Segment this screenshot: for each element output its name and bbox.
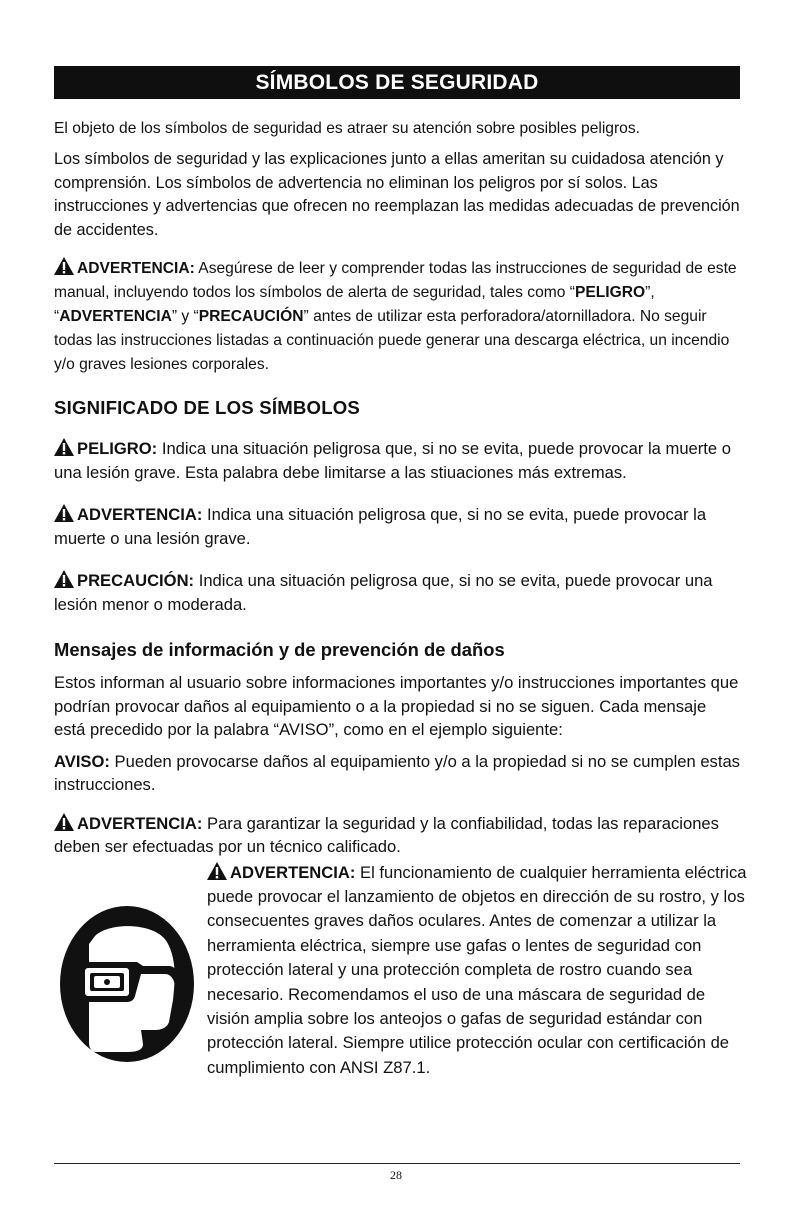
- safety-goggles-icon: [57, 904, 197, 1064]
- meaning-advertencia: [54, 503, 740, 550]
- warning-triangle-icon: [54, 438, 74, 456]
- meanings-heading: SIGNIFICADO DE LOS SÍMBOLOS: [54, 397, 361, 418]
- warning-triangle-icon: [54, 570, 74, 588]
- meaning-label: ADVERTENCIA:: [77, 505, 203, 524]
- repair-warning-text: Para garantizar la seguridad y la confiabilidad, todas las reparaciones deben ser efectuadas por un técnico calificado.: [54, 813, 719, 856]
- footer-divider: [54, 1163, 740, 1164]
- intro-paragraph: Los símbolos de seguridad y las explicaciones junto a ellas ameritan su cuidadosa atención y comprensión. Los símbolos de advertencia no eliminan los peligros por sí solos. Las instrucciones y advertencias que ofrecen no reemplazan las medidas adecuadas de prevención de accidentes.: [54, 150, 740, 239]
- info-heading: Mensajes de información y de prevención de daños: [54, 639, 505, 660]
- eye-warning-text: El funcionamiento de cualquier herramienta eléctrica puede provocar el lanzamiento de objetos en dirección de su rostro, y los consecuentes graves daños oculares. Antes de comenzar a utilizar la herramienta eléctrica, siempre use gafas o lentes de seguridad con protección lateral y una protección completa de rostro cuando sea necesario. Recomendamos el uso de una máscara de seguridad de visión amplia sobre los anteojos o gafas de seguridad estándar con protección lateral. Siempre utilice protección ocular con certificación de cumplimiento con ANSI Z87.1.: [207, 862, 747, 1077]
- meaning-text: Indica una situación peligrosa que, si no se evita, puede provocar una lesión menor o moderada.: [54, 571, 713, 614]
- warning-triangle-icon: [54, 504, 74, 522]
- meaning-text: Indica una situación peligrosa que, si no se evita, puede provocar la muerte o una lesión grave.: [54, 505, 707, 548]
- eye-warning-label: ADVERTENCIA:: [230, 862, 356, 882]
- intro-line: El objeto de los símbolos de seguridad es atraer su atención sobre posibles peligros.: [54, 120, 640, 137]
- main-warning: [54, 257, 740, 377]
- meaning-label: PRECAUCIÓN:: [77, 571, 195, 590]
- warning-label: ADVERTENCIA:: [77, 260, 195, 277]
- info-text: Estos informan al usuario sobre informaciones importantes y/o instrucciones importantes que podrían provocar daños al equipamiento o a la propiedad si no se siguen. Cada mensaje está precedido por la palabra “AVISO”, como en el ejemplo siguiente:: [54, 673, 739, 739]
- repair-warning: [54, 812, 740, 859]
- eye-warning: [207, 861, 747, 1081]
- keyword-precaucion: PRECAUCIÓN: [198, 308, 304, 325]
- aviso-paragraph: [54, 750, 740, 797]
- page-content: [54, 66, 747, 1131]
- separator-1: ”, “: [54, 284, 655, 325]
- warning-text-b: ” antes de utilizar esta perforadora/atornilladora. No seguir todas las instrucciones listadas a continuación puede generar una descarga eléctrica, un incendio y/o graves lesiones corporales.: [54, 308, 730, 373]
- aviso-text: Pueden provocarse daños al equipamiento y/o a la propiedad si no se cumplen estas instrucciones.: [54, 751, 740, 794]
- warning-text-a: Asegúrese de leer y comprender todas las instrucciones de seguridad de este manual, incluyendo todos los símbolos de alerta de seguridad, tales como “: [54, 260, 737, 301]
- meaning-text: Indica una situación peligrosa que, si no se evita, puede provocar la muerte o una lesión grave. Esta palabra debe limitarse a las stiuaciones más extremas.: [54, 439, 731, 482]
- keyword-peligro: PELIGRO: [574, 284, 646, 301]
- meaning-peligro: [54, 437, 740, 484]
- page-title: SÍMBOLOS DE SEGURIDAD: [54, 66, 740, 99]
- eye-protection-section: [54, 861, 747, 1131]
- meaning-label: PELIGRO:: [77, 439, 158, 458]
- aviso-label: AVISO:: [54, 751, 110, 771]
- meaning-precaucion: [54, 569, 740, 616]
- page-number: 28: [390, 1168, 402, 1182]
- separator-2: ” y “: [171, 308, 199, 325]
- keyword-advertencia: ADVERTENCIA: [59, 308, 172, 325]
- warning-triangle-icon: [54, 257, 74, 275]
- repair-warning-label: ADVERTENCIA:: [77, 813, 203, 833]
- warning-triangle-icon: [54, 813, 74, 831]
- warning-triangle-icon: [207, 862, 227, 880]
